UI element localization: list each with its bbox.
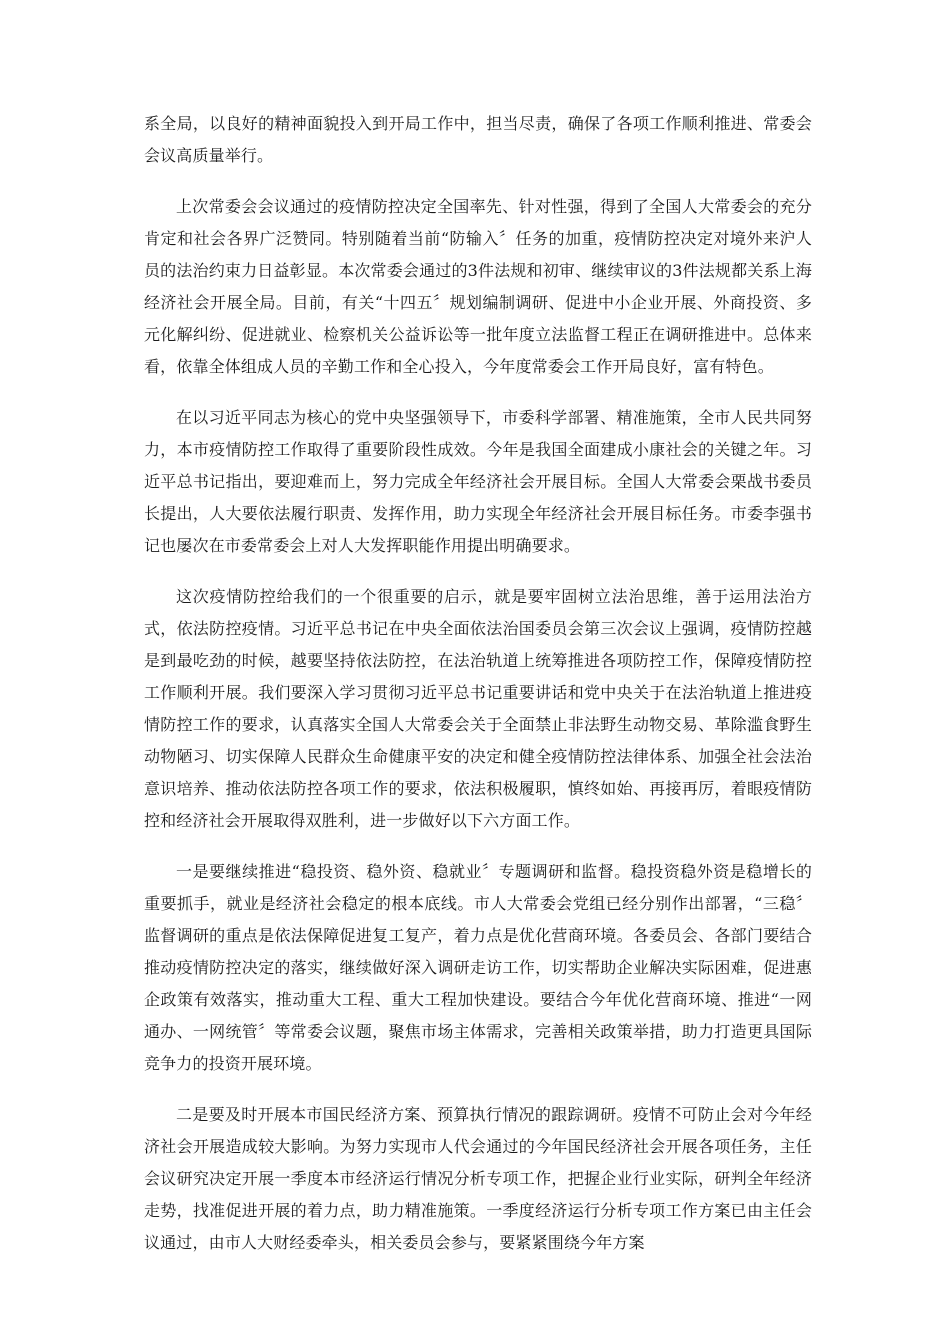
paragraph-6: 二是要及时开展本市国民经济方案、预算执行情况的跟踪调研。疫情不可防止会对今年经济社会开展造成较大影响。为努力实现市人代会通过的今年国民经济社会开展各项任务，主任会议研究决定开展一季度本市经济运行情况分析专项工作，把握企业行业实际，研判全年经济走势，找准促进开展的着力点，助力精准施策。一季度经济运行分析专项工作方案已由主任会议通过，由市人大财经委牵头，相关委员会参与，要紧紧围绕今年方案 bbox=[144, 1105, 812, 1252]
paragraph-2: 上次常委会会议通过的疫情防控决定全国率先、针对性强，得到了全国人大常委会的充分肯定和社会各界广泛赞同。特别随着当前“防输入〞任务的加重，疫情防控决定对境外来沪人员的法治约束力日益彰显。本次常委会通过的3件法规和初审、继续审议的3件法规都关系上海经济社会开展全局。目前，有关“十四五〞规划编制调研、促进中小企业开展、外商投资、多元化解纠纷、促进就业、检察机关公益诉讼等一批年度立法监督工程正在调研推进中。总体来看，依靠全体组成人员的辛勤工作和全心投入，今年度常委会工作开局良好，富有特色。 bbox=[144, 197, 812, 376]
paragraph-4: 这次疫情防控给我们的一个很重要的启示，就是要牢固树立法治思维，善于运用法治方式，依法防控疫情。习近平总书记在中央全面依法治国委员会第三次会议上强调，疫情防控越是到最吃劲的时候，越要坚持依法防控，在法治轨道上统筹推进各项防控工作，保障疫情防控工作顺利开展。我们要深入学习贯彻习近平总书记重要讲话和党中央关于在法治轨道上推进疫情防控工作的要求，认真落实全国人大常委会关于全面禁止非法野生动物交易、革除滥食野生动物陋习、切实保障人民群众生命健康平安的决定和健全疫情防控法律体系、加强全社会法治意识培养、推动依法防控各项工作的要求，依法积极履职，慎终如始、再接再厉，着眼疫情防控和经济社会开展取得双胜利，进一步做好以下六方面工作。 bbox=[144, 587, 812, 830]
document-body bbox=[144, 108, 812, 1278]
paragraph-1: 系全局，以良好的精神面貌投入到开局工作中，担当尽责，确保了各项工作顺利推进、常委会会议高质量举行。 bbox=[144, 114, 812, 165]
paragraph-3: 在以习近平同志为核心的党中央坚强领导下，市委科学部署、精准施策，全市人民共同努力，本市疫情防控工作取得了重要阶段性成效。今年是我国全面建成小康社会的关键之年。习近平总书记指出，要迎难而上，努力完成全年经济社会开展目标。全国人大常委会栗战书委员长提出，人大要依法履行职责、发挥作用，助力实现全年经济社会开展目标任务。市委李强书记也屡次在市委常委会上对人大发挥职能作用提出明确要求。 bbox=[144, 408, 812, 555]
paragraph-5: 一是要继续推进“稳投资、稳外资、稳就业〞专题调研和监督。稳投资稳外资是稳增长的重要抓手，就业是经济社会稳定的根本底线。市人大常委会党组已经分别作出部署，“三稳〞监督调研的重点是依法保障促进复工复产，着力点是优化营商环境。各委员会、各部门要结合推动疫情防控决定的落实，继续做好深入调研走访工作，切实帮助企业解决实际困难，促进惠企政策有效落实，推动重大工程、重大工程加快建设。要结合今年优化营商环境、推进“一网通办、一网统管〞等常委会议题，聚焦市场主体需求，完善相关政策举措，助力打造更具国际竞争力的投资开展环境。 bbox=[144, 862, 812, 1073]
